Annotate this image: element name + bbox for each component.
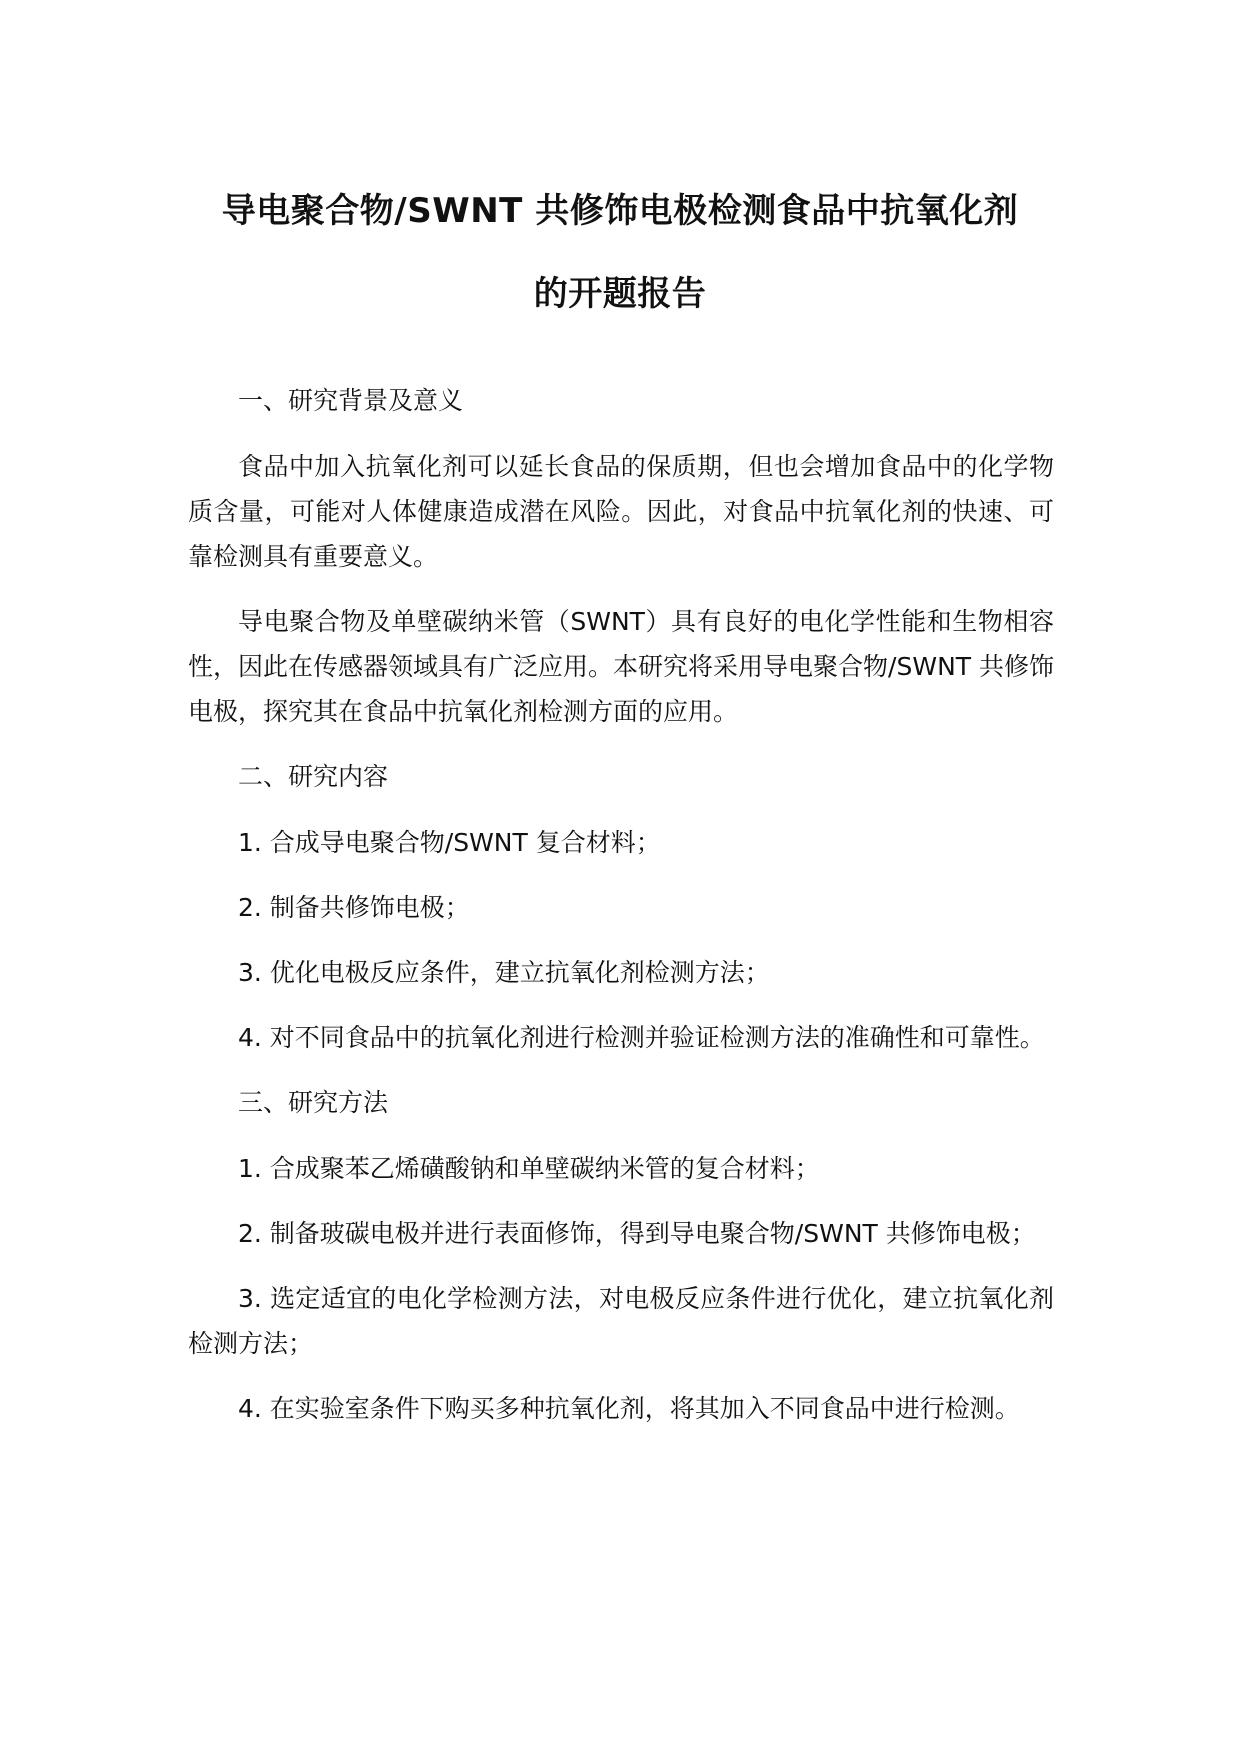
content-item-2: 2. 制备共修饰电极；: [238, 893, 470, 922]
document-body: [188, 378, 1054, 1451]
document-title-line-2: 的开题报告: [533, 274, 707, 314]
content-item-4: 4. 对不同食品中的抗氧化剂进行检测并验证检测方法的准确性和可靠性。: [238, 1023, 1045, 1052]
method-item-4: 4. 在实验室条件下购买多种抗氧化剂，将其加入不同食品中进行检测。: [238, 1394, 1020, 1423]
method-item-3: 3. 选定适宜的电化学检测方法，对电极反应条件进行优化，建立抗氧化剂检测方法；: [188, 1284, 1054, 1358]
method-item-2: 2. 制备玻碳电极并进行表面修饰，得到导电聚合物/SWNT 共修饰电极；: [238, 1219, 1036, 1248]
paragraph-background-1: 食品中加入抗氧化剂可以延长食品的保质期，但也会增加食品中的化学物质含量，可能对人体健康造成潜在风险。因此，对食品中抗氧化剂的快速、可靠检测具有重要意义。: [188, 452, 1054, 571]
paragraph-background-2: 导电聚合物及单壁碳纳米管（SWNT）具有良好的电化学性能和生物相容性，因此在传感器领域具有广泛应用。本研究将采用导电聚合物/SWNT 共修饰电极，探究其在食品中抗氧化剂检测方面的应用。: [188, 607, 1054, 726]
section-heading-methods: 三、研究方法: [238, 1088, 389, 1117]
content-item-1: 1. 合成导电聚合物/SWNT 复合材料；: [238, 828, 661, 857]
method-item-1: 1. 合成聚苯乙烯磺酸钠和单壁碳纳米管的复合材料；: [238, 1154, 820, 1183]
section-heading-content: 二、研究内容: [238, 762, 389, 791]
document-title-line-1: 导电聚合物/SWNT 共修饰电极检测食品中抗氧化剂: [221, 191, 1019, 231]
content-item-3: 3. 优化电极反应条件，建立抗氧化剂检测方法；: [238, 958, 770, 987]
section-heading-background: 一、研究背景及意义: [238, 386, 464, 415]
